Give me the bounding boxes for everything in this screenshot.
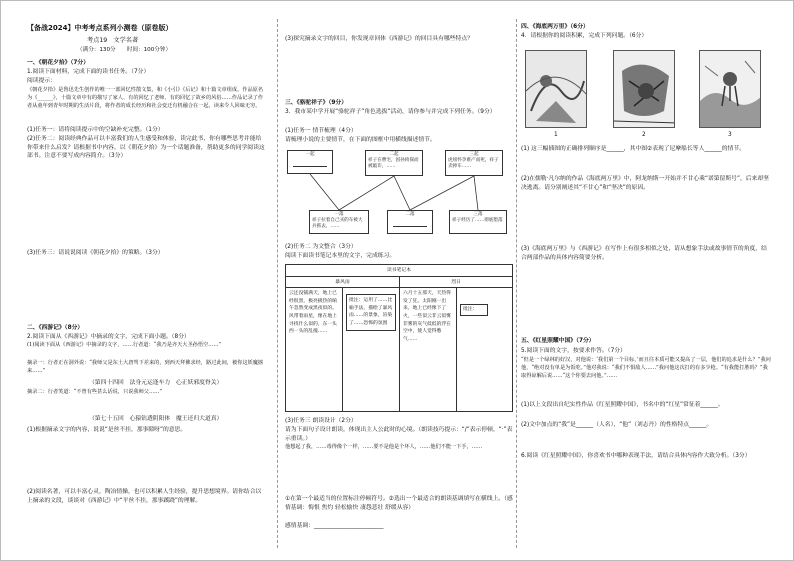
- illustration-1-label: 1: [554, 132, 558, 138]
- task-3-1-desc: 请梳理小说的主要情节，在下面的图框中用横线描述情节。: [285, 137, 436, 143]
- flow-label: 三起: [469, 152, 479, 157]
- chapter-title-1: （第四十四回 法身元运逢车力 心正妖邪度脊关）: [89, 380, 223, 386]
- illustration-1: [525, 50, 587, 128]
- excerpt-red-star: “但是一个绿林的好汉，对他说：‘我们第一个目标，’而且往本质可能又提高了一层，他们的追求是什么？”我问他，“绝对没有单是为饭吃。”他对我说：“我们不惧敌人……”我问他这次打的有多少枪。“有我能打胜吗？”我取得谅解后说……“这个你要去问他。”……: [521, 357, 771, 379]
- notes-storm-text: 云还没铺满天，地上已经很黑，极亮极热的晌午忽然变成黑夜似的。风带着雨星，像在地上寻找什么似的，东一头西一头的乱撞……: [285, 287, 343, 412]
- reading-passage: 他想起了我，……毒得像个一样，……要不是他是个坏人，……他们不能一下手，……: [285, 444, 483, 450]
- flow-label: 一起: [305, 152, 315, 157]
- illustration-2-label: 2: [642, 132, 646, 138]
- flow-label: 三落: [473, 212, 483, 217]
- task-3-2: (2)任务二 为文整合（3分）: [285, 244, 357, 250]
- chapter-title-2: （第七十五回 心猿钻透阴阳体 魔王还归大道真）: [89, 416, 223, 422]
- reading-tip-text: 《朝花夕拾》是鲁迅先生创作的唯一一部回忆性散文集，和《小引》《后记》和十篇文章组成。作品原名为《______》，十篇文章中有的描写了家人、有的回忆了老师、有的回忆了故乡的风俗……作品记录了作者从童年到青年时期的生活片段，将作者的成长经历和社会变迁有机融合在一起，读来令人回味无穷。: [27, 87, 264, 110]
- question-4-1: (1) 这三幅插图的正确排列顺序是______，其中图②表现了尼摩船长等人______的情节。: [521, 146, 745, 152]
- question-5: 5.阅读下面的文字，按要求作答。（7分）: [521, 348, 626, 354]
- section-5-title: 五、《红星照耀中国》（7分）: [521, 338, 595, 344]
- notes-storm-comment: [342, 287, 400, 412]
- question-4: 4．请根据你的阅读积累，完成下列问题。（6分）: [521, 33, 648, 39]
- comment-box: 批注：运用了……比喻手法，描绘了暴风雨……的景象，渲染了……恐怖的氛围: [346, 294, 396, 331]
- section-4-title: 四、《海底两万里》（6分）: [521, 24, 589, 30]
- flow-label: 一落: [334, 212, 344, 217]
- exam-title: 【备战2024】中考考点系列小测卷（原卷版）: [27, 24, 173, 32]
- flow-connectors: [285, 23, 515, 243]
- flow-text: 祥子在曹宅，因孙侦探而被敲诈，……: [368, 158, 419, 170]
- task-3-3-instructions: ①在第一个最适当的位置标注停顿符号。②选出一个最适合的朗读基调填写在横线上。（感情基调：悔恨 焦灼 轻松愉快 凄怨悲壮 舒缓从容）: [285, 496, 513, 511]
- notes-sun-text: 六月十五那天，天热得发了狂。太阳刚一出来，地上已经像下了火，一些似云非云似雾非雾的灰气低低的浮在空中，使人觉得憋气……: [399, 287, 457, 412]
- task-3-1: (1)任务一 情节梳理（4分）: [285, 128, 357, 134]
- illustration-3-label: 3: [728, 132, 732, 138]
- task-3-3: (3)任务三 朗读设计（2分）: [285, 418, 357, 424]
- illustration-2: [613, 50, 675, 128]
- column-2: [285, 23, 515, 552]
- question-4-2: (2)在儒勒·凡尔纳的作品《海底两万里》中，阿龙纳斯一开始并不甘心乘“诺第留斯号”，后来却坚决逃离。请分别阐述其“不甘心”和“坚决”的原因。: [521, 176, 769, 191]
- flow-text: 祥子拉着自己买的车被大兵抓去，……: [312, 218, 363, 230]
- section-1-title: 一、《朝花夕拾》（7分）: [27, 60, 89, 66]
- illustration-3: [699, 50, 761, 128]
- illustration-1-drawing: [526, 51, 587, 128]
- task-1: (1)任务一：请将阅读提示中的空缺补充完整。（1分）: [27, 127, 164, 133]
- question-3: 3．我市某中学开展“骆驼祥子”角色选拔”活动，请你参与并完成下列任务。（9分）: [285, 109, 496, 115]
- column-3: [521, 23, 773, 552]
- question-4-3: (3)《海底两万里》与《西游记》在写作上有很多相似之处，请从想象手法或故事情节的角度，结合两部作品的具体内容简要分析。: [521, 246, 767, 261]
- reading-tip-label: 阅读提示：: [27, 78, 56, 84]
- column-divider: [516, 19, 517, 548]
- comment-box[interactable]: 批注：: [460, 304, 488, 316]
- notes-col-sun: 烈日: [399, 276, 513, 288]
- flow-text: 虎妞怀孕难产而死，祥子卖掉车……: [448, 158, 499, 170]
- illustration-3-drawing: [700, 51, 761, 128]
- illustration-2-drawing: [614, 51, 675, 128]
- reading-notes-title: 读书笔记本: [285, 264, 513, 277]
- exam-topic: 考点19 文学名著: [87, 37, 139, 44]
- question-2: 2.阅读下面从《西游记》中摘录的文字，完成下面小题。（8分）: [27, 334, 190, 340]
- column-divider: [277, 19, 278, 548]
- task-3: (3)任务三：请说说阅读《朝花夕拾》的策略。（3分）: [27, 250, 164, 256]
- flow-label: 二落: [405, 212, 415, 217]
- excerpt-1: 摘录一：行者正在洞外说：“我师父是东土大唐驾下差来的，到西天拜佛求经，路过此间，被你这妖魔掳来……”: [27, 360, 264, 374]
- question-6: 6.阅读《红星照耀中国》，你喜欢书中哪种表现手法，请结合具体内容作大致分析。（3分）: [521, 453, 751, 459]
- flow-text: 祥子经历了……彻底堕落: [452, 218, 503, 224]
- flow-label: 二起: [389, 152, 399, 157]
- task-3-3-desc: 请为下面句子设计朗读，体现出主人公此时的心境。（朗读技巧提示：“/”表示停顿，“·”表示重读。）: [285, 427, 513, 442]
- question-2-1: (1)根据摘录文字的内容，说说“是丝不挂，那事隙呀”的意思。: [27, 427, 187, 433]
- notes-sun-comment: [456, 287, 513, 412]
- question-1: 1.阅读下面材料，完成下面的读书任务。（7分）: [27, 69, 150, 75]
- notes-col-storm: 暴风雨: [285, 276, 400, 288]
- column-1: [27, 23, 267, 552]
- task-2: (2)任务二：阅读经典作品可以丰富我们的人生感受和体验，读完此书，你有哪些思考并能给你带来什么启发？请根据书中内容，以《朝花夕拾》为一个话题准备，帮助更多的同学阅读这部书。注意不要写成内容简介。（3分）: [27, 136, 265, 160]
- exam-score-info: （满分：130分 时间：100分钟）: [77, 47, 172, 53]
- task-3-2-desc: 阅读下面读书笔记本里的文字，完成练习。: [285, 253, 396, 259]
- emotion-tone-answer[interactable]: 感情基调：________________________: [285, 523, 384, 529]
- question-5-1: (1)以上文段出自纪实性作品《红星照耀中国》，书名中的“红星”常征着______。: [521, 402, 724, 408]
- excerpt-intro: (1)阅读下面从《西游记》中摘录的文字，……行者道：“我乃是齐天大圣孙悟空……”: [27, 342, 222, 348]
- question-2-3: (3)探究摘录文字的回目，你发现章回体《西游记》的回目具有哪些特点？: [285, 36, 473, 42]
- question-2-2: (2)阅读名著，可以丰富心灵，陶冶情操，也可以积累人生经验，提升思想境界。请你结合以上摘录的文段，谈谈对《西游记》中“平丝不挂，那事蹊跷”的理解。: [27, 489, 262, 504]
- section-3-title: 三、《骆驼祥子》（9分）: [285, 100, 347, 106]
- question-5-2: (2)文中加点的“我”是______（人名），“他”（刘志丹）的性格特点______。: [521, 422, 713, 428]
- excerpt-2: 摘录二：行者笑道：“不曾有些甚么话说，只说我师父……”: [27, 389, 162, 395]
- section-2-title: 二、《西游记》（8分）: [27, 325, 84, 331]
